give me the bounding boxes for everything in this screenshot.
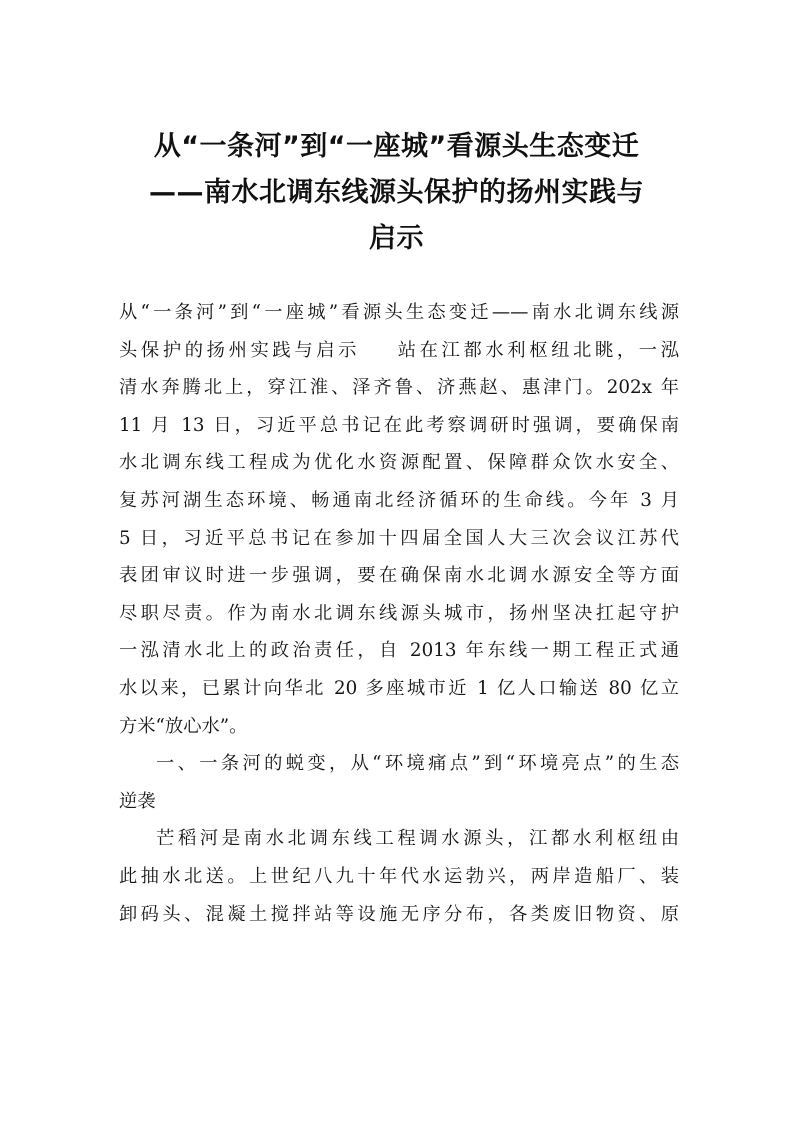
paragraph-line: 卸码头、混凝土搅拌站等设施无序分布，各类废旧物资、原 [119,903,679,925]
intro-line [119,332,679,370]
title-line-3: 启示 [369,223,424,254]
intro-line: 复苏河湖生态环境、畅通南北经济循环的生命线。今年 3 月 [119,489,679,511]
intro-line: 水北调东线工程成为优化水资源配置、保障群众饮水安全、 [119,452,679,474]
document-body [119,294,679,933]
section-heading-line: 逆袭 [119,790,156,812]
intro-line: 水以来，已累计向华北 20 多座城市近 1 亿人口输送 80 亿立 [119,677,679,699]
intro-line: 一泓清水北上的政治责任，自 2013 年东线一期工程正式通 [119,640,679,662]
intro-line: 尽职尽责。作为南水北调东线源头城市，扬州坚决扛起守护 [119,602,679,624]
intro-line: 表团审议时进一步强调，要在确保南水北调水源安全等方面 [119,565,679,587]
paragraph-line: 芒稻河是南水北调东线工程调水源头，江都水利枢纽由 [156,828,679,850]
document-title [110,124,683,262]
title-line-1: 从“一条河”到“一座城”看源头生态变迁 [153,131,640,162]
intro-paragraph [119,294,679,745]
intro-line-part: 站在江都水利枢纽北眺，一泓 [394,339,680,361]
title-line-2: ——南水北调东线源头保护的扬州实践与 [149,177,644,208]
intro-line: 方米“放心水”。 [119,715,248,737]
section-heading-continued [119,783,679,821]
intro-line: 5 日，习近平总书记在参加十四届全国人大三次会议江苏代 [119,527,679,549]
section-heading-line: 一、一条河的蜕变，从“环境痛点”到“环境亮点”的生态 [156,753,679,775]
intro-line: 清水奔腾北上，穿江淮、泽齐鲁、济燕赵、惠津门。202x 年 [119,377,679,399]
intro-line: 11 月 13 日，习近平总书记在此考察调研时强调，要确保南 [119,414,679,436]
intro-line: 从“一条河”到“一座城”看源头生态变迁——南水北调东线源 [119,302,679,323]
body-paragraph [119,820,679,933]
section-heading [119,745,679,783]
intro-line-part: 头保护的扬州实践与启示 [119,339,361,361]
paragraph-line: 此抽水北送。上世纪八九十年代水运勃兴，两岸造船厂、装 [119,865,679,887]
